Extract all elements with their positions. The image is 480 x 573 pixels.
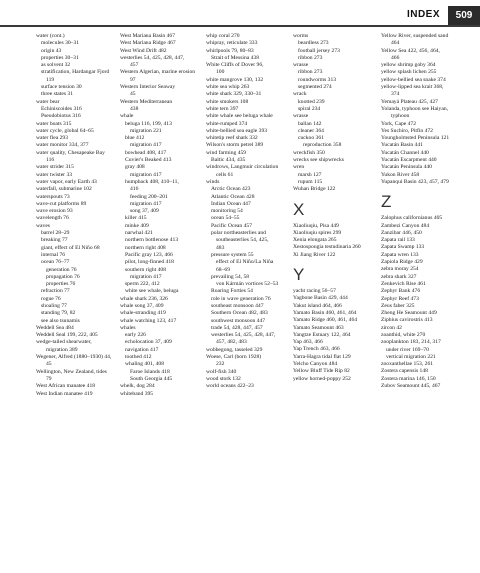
index-entry: wrasse: [293, 113, 309, 120]
index-entry: 97: [130, 76, 136, 83]
section-title: INDEX: [406, 9, 440, 20]
index-entry: ocean 54–55: [211, 215, 240, 222]
index-entry: whip coral 270: [206, 33, 240, 39]
index-entry: wave-cut platforms 89: [36, 200, 87, 207]
index-entry: White Cliffs of Dover 96,: [206, 62, 264, 69]
index-entry: Yap Trench 463, 466: [293, 346, 340, 353]
index-entry: Youngholmsted Peninsula 121: [381, 135, 450, 142]
index-entry: South Georgia 445: [130, 375, 173, 382]
index-entry: pressure system 55: [211, 251, 254, 258]
index-entry: under river 169–70: [386, 346, 429, 353]
index-entry: feeding 200–201: [130, 193, 168, 200]
index-entry: cuckoo 361: [298, 135, 324, 142]
index-entry: Zostera marina 146, 150: [381, 375, 436, 382]
index-entry: song 37, 409: [130, 208, 159, 215]
index-entry: Western Interior Seaway: [120, 84, 176, 91]
index-entry: breaking 77: [41, 237, 68, 244]
index-entry: Xiaoliuqiu spires 299: [293, 229, 342, 236]
index-column-3: [206, 33, 288, 391]
index-entry: yellow horned-poppy 252: [293, 375, 351, 382]
index-entry: Yemayá Plateau 425, 427: [381, 98, 438, 105]
index-entry: whale-stranding 419: [120, 310, 166, 317]
index-entry: ballan 142: [298, 120, 322, 127]
index-entry: Yucatán Escarpment 440: [381, 157, 437, 164]
index-entry: northern bottlenose 413: [125, 237, 179, 244]
index-entry: wobbegong, tasseled 329: [206, 346, 263, 353]
index-entry: football jersey 273: [298, 47, 340, 54]
index-entry: Yukon River 458: [381, 171, 420, 178]
index-entry: Pacific Ocean 457: [211, 222, 253, 229]
index-entry: Zambezi Canyon 484: [381, 222, 430, 229]
index-entry: Xestospongia testudinaria 260: [293, 244, 361, 251]
index-entry: worms: [293, 33, 309, 39]
index-entry: West African manatee 418: [36, 383, 96, 390]
index-entry: 483: [216, 244, 225, 251]
index-entry: waves: [36, 222, 50, 229]
index-entry: beluga 116, 199, 413: [125, 120, 172, 127]
index-entry: white whale see beluga whale: [206, 113, 273, 120]
index-entry: 100: [216, 69, 225, 76]
index-entry: Cuvier's Beaked 413: [125, 157, 172, 164]
index-entry: blue 412: [125, 135, 145, 142]
index-entry: whitetip reef shark 332: [206, 135, 258, 142]
index-entry: roundworms 313: [298, 76, 337, 83]
index-entry: migration 417: [130, 171, 162, 178]
index-entry: migration 417: [130, 200, 162, 207]
index-entry: Roaring Forties 54: [211, 288, 253, 295]
index-entry: Xenia elongata 265: [293, 237, 337, 244]
index-entry: Pacific gray 123, 466: [125, 251, 173, 258]
index-entry: surface tension 30: [41, 84, 82, 91]
index-entry: Yelcho Canyon 484: [293, 360, 338, 367]
index-entry: Yamato Basin 460, 461, 464: [293, 309, 357, 316]
index-entry: Zanzibar 446, 450: [381, 229, 422, 236]
index-entry: barrel 28–29: [41, 230, 70, 237]
index-entry: 79: [46, 375, 52, 382]
index-entry: narwhal 421: [125, 230, 153, 237]
index-entry: Zenkevich Rise 461: [381, 280, 426, 287]
index-entry: 374: [391, 91, 400, 98]
index-entry: southwest monsoon 447: [211, 317, 266, 324]
index-entry: northern right 408: [125, 244, 166, 251]
index-entry: Western Algerian, marine erosion: [120, 69, 196, 76]
index-entry: early 226: [125, 332, 146, 339]
index-entry: wave erosion 93: [36, 208, 73, 215]
index-entry: zoanthid, white 270: [381, 331, 426, 338]
index-entry: wrack: [293, 91, 307, 98]
index-entry: whale shark 236, 326: [120, 295, 168, 302]
index-entry: Western Mediterranean: [120, 98, 173, 105]
index-entry: Yamato Seamount 463: [293, 324, 344, 331]
index-entry: properties 30–31: [41, 54, 79, 61]
index-entry: Yellow River, suspended sand: [381, 33, 449, 39]
index-entry: Zheng He Seamount 449: [381, 310, 437, 317]
index-entry: 457, 482, 483: [216, 339, 247, 346]
index-entry: Wegener, Alfred (1880–1930) 44,: [36, 354, 112, 361]
index-entry: spiral 234: [298, 105, 321, 112]
index-entry: Southern Ocean 482, 483: [211, 310, 268, 317]
index-entry: knotted 239: [298, 98, 325, 105]
index-entry: Arctic Ocean 423: [211, 186, 251, 193]
index-entry: white-rumped 374: [206, 120, 248, 127]
index-entry: water twister 33: [36, 171, 73, 178]
index-entry: navigation 417: [125, 346, 159, 353]
index-entry: yacht racing 56–57: [293, 288, 336, 295]
index-entry: York, Cape 472: [381, 120, 417, 127]
index-entry: wedge-tailed shearwater,: [36, 339, 92, 346]
index-entry: Echiniscoides 316: [41, 105, 82, 112]
index-entry: Yakut island 464, 466: [293, 302, 342, 309]
index-entry: migration 389: [46, 346, 78, 353]
index-entry: 466: [391, 54, 400, 61]
index-entry: Yamato Ridge 460, 461, 464: [293, 317, 358, 324]
index-entry: 464: [391, 40, 400, 47]
index-entry: refraction 77: [41, 288, 70, 295]
index-entry: wolf-fish 340: [206, 368, 237, 375]
index-entry: 416: [130, 186, 139, 193]
index-entry: cells 61: [216, 171, 234, 178]
index-entry: Yellow Sea 422, 456, 464,: [381, 47, 440, 54]
index-entry: Zubov Seamount 445, 467: [381, 383, 441, 390]
index-entry: Xi Jiang River 122: [293, 251, 336, 258]
index-entry: zebra moray 254: [381, 266, 419, 273]
index-entry: monitoring 54: [211, 208, 243, 215]
index-entry: whale watching 123, 417: [120, 317, 177, 324]
index-column-2: [120, 33, 202, 398]
index-entry: bowhead 408, 417: [125, 149, 167, 156]
index-entry: wrecks see shipwrecks: [293, 157, 344, 164]
index-entry: Zapata wren 133: [381, 251, 419, 258]
index-entry: Yarra-Hagra tidal flat 129: [293, 353, 351, 360]
index-entry: Zeus faber 325: [381, 302, 415, 309]
index-entry: ribbon 273: [298, 54, 323, 61]
index-column-4: [293, 33, 375, 383]
index-entry: wren: [293, 164, 305, 171]
index-entry: West Wind Drift 482: [120, 47, 167, 54]
index-entry: Yupanqui Basin 423, 457, 479: [381, 178, 449, 185]
index-entry: reproduction 358: [303, 142, 342, 149]
index-entry: southeast monsoon 447: [211, 302, 264, 309]
index-entry: whelk, dog 284: [120, 383, 155, 390]
index-entry: echolocation 37, 409: [125, 339, 172, 346]
index-entry: giant, effect of El Niño 68: [41, 244, 100, 251]
index-entry: West Indian manatee 419: [36, 390, 93, 397]
index-entry: yellow shrimp goby 364: [381, 62, 436, 69]
index-entry: 45: [130, 91, 136, 98]
index-entry: three states 31: [41, 91, 73, 98]
letter-heading: X: [293, 199, 305, 219]
index-entry: white sea whip 263: [206, 84, 250, 91]
index-entry: whale: [120, 113, 134, 120]
index-entry: water monitor 334, 377: [36, 142, 89, 149]
index-entry: migration 221: [130, 127, 162, 134]
index-entry: water bear: [36, 98, 60, 105]
index-entry: wood stork 132: [206, 375, 241, 382]
index-entry: 116: [46, 157, 55, 164]
index-entry: migration 417: [130, 273, 162, 280]
index-entry: rupum 115: [298, 178, 323, 185]
index-entry: wavelength 76: [36, 215, 69, 222]
index-entry: Xiaoliuqiu, Pisa 449: [293, 222, 339, 229]
index-entry: Indian Ocean 447: [211, 200, 251, 207]
index-entry: vertical migration 221: [386, 353, 436, 360]
index-entry: as solvent 32: [41, 62, 71, 69]
index-entry: zebra shark 327: [381, 273, 417, 280]
index-entry: yellow-lipped sea krait 368,: [381, 84, 444, 91]
index-entry: pilot, long-finned 418: [125, 259, 174, 266]
index-entry: white tern 397: [206, 105, 239, 112]
index-entry: Woese, Carl (born 1928): [206, 354, 262, 361]
index-entry: Faroe Islands 418: [130, 368, 170, 375]
index-entry: Baltic 434, 435: [211, 157, 246, 164]
index-entry: Zapiola Ridge 429: [381, 259, 423, 266]
index-entry: prevailing 54, 58: [211, 273, 250, 280]
index-column-1: [36, 33, 118, 398]
index-entry: Yolanda, typhoon see Haiyan,: [381, 105, 449, 112]
index-entry: see also tsunamis: [41, 317, 80, 324]
index-entry: southern right 408: [125, 266, 167, 273]
index-entry: Weddell Seal 199, 222, 405: [36, 332, 98, 339]
index-entry: whales: [120, 324, 136, 331]
index-entry: Yagbone Basin 429, 444: [293, 295, 348, 302]
index-entry: von Kármán vortices 52–53: [216, 281, 279, 288]
index-entry: whale song 37, 409: [120, 302, 164, 309]
index-entry: zooxanthellae 153, 261: [381, 361, 434, 368]
index-entry: Ziphius cavirostris 413: [381, 317, 433, 324]
index-entry: whaling 401, 408: [125, 361, 164, 368]
index-entry: sperm 222, 412: [125, 281, 160, 288]
index-entry: whirlpools 79, 80–83: [206, 47, 254, 54]
index-entry: Zephyr Bank 476: [381, 288, 421, 295]
index-entry: migration 417: [130, 142, 162, 149]
index-entry: whiteband 395: [120, 390, 154, 397]
index-entry: shoaling 77: [41, 302, 67, 309]
index-entry: zircon 42: [381, 324, 402, 331]
index-entry: Wuhan Bridge 122: [293, 186, 336, 193]
index-entry: effect of El Niño/La Niña: [216, 259, 274, 266]
index-entry: stratification, Hardangar Fjord: [41, 69, 110, 76]
index-entry: Pseudobiotus 316: [41, 113, 81, 120]
index-entry: westerlies 54, 425, 428, 447,: [211, 332, 276, 339]
index-entry: westerlies 54, 425, 428, 447,: [120, 54, 185, 61]
index-entry: 457: [130, 62, 139, 69]
index-entry: world oceans 422–23: [206, 383, 254, 390]
index-entry: Yangtze Estuary 122, 464: [293, 331, 351, 338]
index-entry: internal 76: [41, 251, 66, 258]
index-columns: [36, 33, 476, 565]
index-entry: zooplankton 183, 214, 317: [381, 339, 441, 346]
index-entry: ribbon 273: [298, 69, 323, 76]
index-entry: 45: [46, 361, 52, 368]
letter-heading: Y: [293, 265, 305, 285]
letter-heading: Z: [381, 192, 392, 212]
index-entry: rogue 76: [41, 295, 61, 302]
index-entry: polar northeasterlies and: [211, 230, 266, 237]
index-entry: white shark 329, 330–31: [206, 91, 262, 98]
index-entry: Zapata rail 133: [381, 237, 415, 244]
index-entry: cleaner 364: [298, 127, 324, 134]
index-entry: toothed 412: [125, 354, 152, 361]
index-entry: West Mariana Ridge 467: [120, 40, 176, 47]
index-entry: yellow-bellied sea snake 374: [381, 76, 446, 83]
index-entry: white see whale, beluga: [125, 288, 179, 295]
index-entry: white-bellied sea eagle 393: [206, 127, 268, 134]
index-entry: generation 76: [46, 266, 77, 273]
index-entry: Yucatán Basin 441: [381, 142, 423, 149]
index-entry: 119: [46, 76, 55, 83]
index-entry: water strider 315: [36, 164, 74, 171]
index-entry: 438: [130, 105, 139, 112]
index-entry: Yellow Bluff Tide Rip 82: [293, 368, 350, 375]
index-entry: properties 76: [46, 281, 76, 288]
header-rule: [0, 25, 480, 27]
index-entry: Yap 463, 466: [293, 339, 323, 346]
index-entry: water boats 315: [36, 120, 72, 127]
index-entry: Wilson's storm petrel 389: [206, 142, 264, 149]
index-entry: West Mariana Basin 467: [120, 33, 176, 39]
index-entry: Yucatán Channel 440: [381, 149, 429, 156]
index-entry: yellow splash lichen 255: [381, 69, 437, 76]
index-entry: 232: [216, 361, 225, 368]
index-entry: white smokers 108: [206, 98, 249, 105]
index-entry: trade 54, 428, 447, 457: [211, 324, 263, 331]
index-entry: southeasterlies 54, 425,: [216, 237, 269, 244]
index-entry: water vapor, early Earth 43: [36, 178, 97, 185]
index-entry: Yes Suchiro, Pitfin 472: [381, 127, 433, 134]
index-entry: segmented 274: [298, 84, 332, 91]
index-entry: marsh 127: [298, 171, 322, 178]
index-entry: water quality, Chesapeake Bay: [36, 149, 105, 156]
index-entry: whipray, reticulate 333: [206, 40, 258, 47]
index-entry: water (cont.): [36, 33, 65, 39]
index-entry: humpback 408, 410–11,: [125, 178, 179, 185]
index-entry: winds: [206, 178, 220, 185]
index-entry: white mangrove 130, 132: [206, 76, 264, 83]
index-entry: 68–69: [216, 266, 230, 273]
index-entry: water cycle, global 64–65: [36, 127, 94, 134]
index-entry: waterfall, submarine 102: [36, 186, 92, 193]
index-entry: waterspouts 73: [36, 193, 70, 200]
index-entry: beardless 273: [298, 40, 329, 47]
index-entry: Strait of Messina 438: [211, 54, 260, 61]
index-entry: typhoon: [391, 113, 410, 120]
index-entry: Wellington, New Zealand, tides: [36, 368, 107, 375]
index-entry: minke 409: [125, 222, 149, 229]
index-entry: wrasse: [293, 62, 309, 69]
page-number: 509: [448, 6, 480, 25]
index-entry: role in wave generation 76: [211, 295, 271, 302]
index-entry: Zephyr Reef 473: [381, 295, 419, 302]
index-column-5: [381, 33, 463, 390]
index-entry: ocean 76–77: [41, 259, 70, 266]
index-entry: propagation 76: [46, 273, 80, 280]
index-entry: Zalophus californianus 405: [381, 215, 443, 222]
index-entry: Yucatán Peninsula 440: [381, 164, 432, 171]
index-entry: Zostera capensis 148: [381, 368, 428, 375]
index-entry: wreckfish 350: [293, 149, 325, 156]
index-entry: origin 43: [41, 47, 62, 54]
index-entry: Atlantic Ocean 428: [211, 193, 255, 200]
index-entry: killer 415: [125, 215, 147, 222]
index-entry: gray 408: [125, 164, 145, 171]
index-entry: molecules 30–31: [41, 40, 80, 47]
index-entry: Zapata Swamp 133: [381, 244, 425, 251]
index-entry: wind farming 459: [206, 149, 247, 156]
index-entry: Weddell Sea 484: [36, 324, 74, 331]
index-entry: standing 79, 82: [41, 310, 76, 317]
index-entry: water flea 293: [36, 135, 68, 142]
index-entry: windrows, Langmuir circulation: [206, 164, 279, 171]
